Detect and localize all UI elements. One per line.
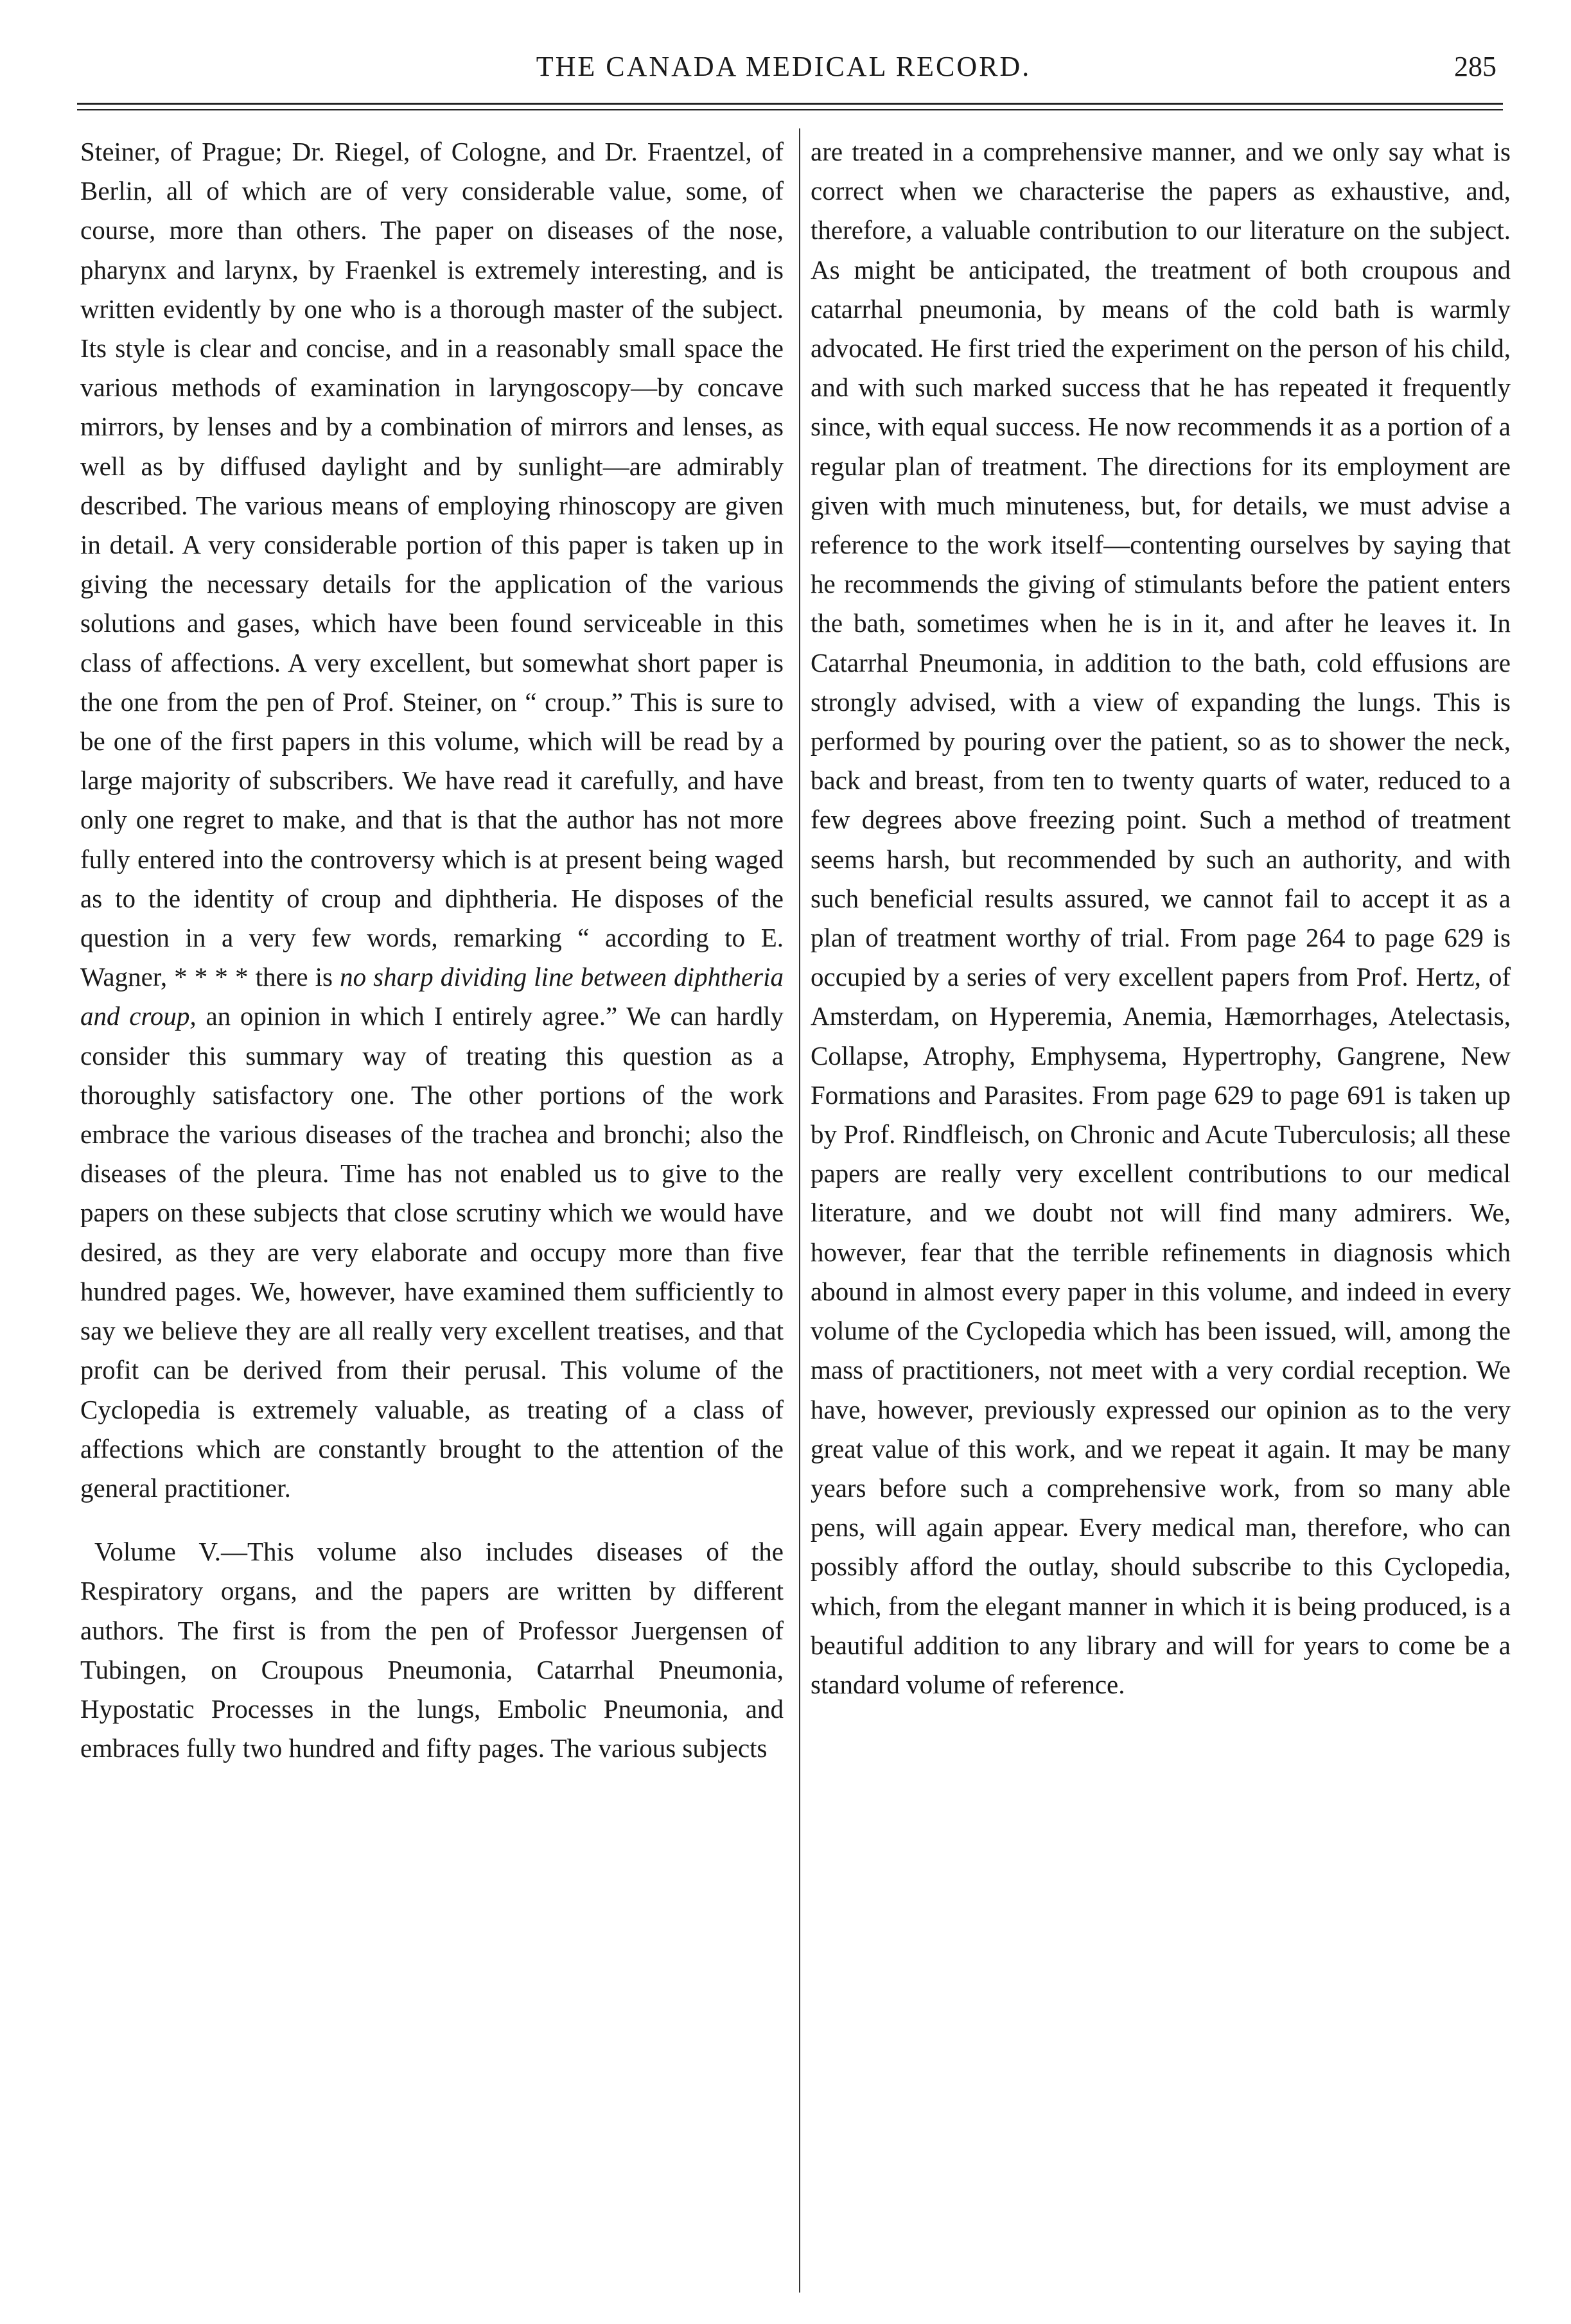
left-paragraph-2-text: —This volume also includes diseases of the Respiratory organs, and the papers are written by different authors. The first is from the pen of Professor Juergensen of Tubingen, on Croupous Pneumonia, Catarrhal Pneumonia, Hypostatic Processes in the lungs, Embolic Pneumonia, and embraces fully two hundred and fifty pages. The various subjects <box>80 1537 784 1763</box>
left-paragraph-1-text: Steiner, of Prague; Dr. Riegel, of Cologne, and Dr. Fraentzel, of Berlin, all of which are of very considerable value, some, of course, more than others. The paper on diseases of the nose, pharynx and larynx, by Fraenkel is extremely interesting, and is written evidently by one who is a thorough master of the subject. Its style is clear and concise, and in a reasonably small space the various methods of examination in laryngoscopy—by concave mirrors, by lenses and by a combination of mirrors and lenses, as well as by diffused daylight and by sunlight—are admirably described. The various means of employing rhinoscopy are given in detail. A very considerable portion of this paper is taken up in giving the necessary details for the application of the various solutions and gases, which have been found serviceable in this class of affections. A very excellent, but somewhat short paper is the one from the pen of Prof. Steiner, on “ croup.” This is sure to be one of the first papers in this volume, which will be read by a large majority of subscribers. We have read it carefully, and have only one regret to make, and that is that the author has not more fully entered into the controversy which is at present being waged as to the identity of croup and diphtheria. He disposes of the question in a very few words, remarking “ according to E. Wagner, * * * * there is <box>80 137 784 992</box>
right-column <box>811 132 1511 1704</box>
header-rule-bottom <box>77 109 1503 110</box>
left-paragraph-1-end: an opinion in which I entirely agree.” We can hardly consider this summary way of treating this question as a thoroughly satisfactory one. The other portions of the work embrace the various diseases of the trachea and bronchi; also the diseases of the pleura. Time has not enabled us to give to the papers on these subjects that close scrutiny which we would have desired, as they are very elaborate and occupy more than five hundred pages. We, however, have examined them sufficiently to say we believe they are all really very excellent treatises, and that profit can be derived from their perusal. This volume of the Cyclopedia is extremely valuable, as treating of a class of affections which are constantly brought to the attention of the general practitioner. <box>80 1001 784 1503</box>
running-title: THE CANADA MEDICAL RECORD. <box>536 51 1031 82</box>
column-divider <box>799 128 800 2293</box>
volume-heading: Volume V. <box>94 1537 221 1567</box>
left-paragraph-2 <box>80 1532 784 1768</box>
right-paragraph-1: are treated in a comprehensive manner, and we only say what is correct when we characterise the papers as exhaustive, and, therefore, a valuable contribution to our literature on the subject. As might be anticipated, the treatment of both croupous and catarrhal pneumonia, by means of the cold bath is warmly advocated. He first tried the experiment on the person of his child, and with such marked success that he has repeated it frequently since, with equal success. He now recommends it as a portion of a regular plan of treatment. The directions for its employment are given with much minuteness, but, for details, we must advise a reference to the work itself—contenting ourselves by saying that he recommends the giving of stimulants before the patient enters the bath, sometimes when he is in it, and after he leaves it. In Catarrhal Pneumonia, in addition to the bath, cold effusions are strongly advised, with a view of expanding the lungs. This is performed by pouring over the patient, so as to shower the neck, back and breast, from ten to twenty quarts of water, reduced to a few degrees above freezing point. Such a method of treatment seems harsh, but recommended by such an authority, and with such beneficial results assured, we cannot fail to accept it as a plan of treatment worthy of trial. From page 264 to page 629 is occupied by a series of very excellent papers from Prof. Hertz, of Amsterdam, on Hyperemia, Anemia, Hæmorrhages, Atelectasis, Collapse, Atrophy, Emphysema, Hypertrophy, Gangrene, New Formations and Parasites. From page 629 to page 691 is taken up by Prof. Rindfleisch, on Chronic and Acute Tuberculosis; all these papers are really very excellent contributions to our medical literature, and we doubt not will find many admirers. We, however, fear that the terrible refinements in diagnosis which abound in almost every paper in this volume, and indeed in every volume of the Cyclopedia which has been issued, will, among the mass of practitioners, not meet with a very cordial reception. We have, however, previously expressed our opinion as to the very great value of this work, and we repeat it again. It may be many years before such a comprehensive work, from so many able pens, will again appear. Every medical man, therefore, who can possibly afford the outlay, should subscribe to this Cyclopedia, which, from the elegant manner in which it is being produced, is a beautiful addition to any library and will for years to come be a standard volume of reference. <box>811 137 1511 1699</box>
left-paragraph-1-italic-quote: no sharp dividing line between diphtheria and croup, <box>80 962 784 1031</box>
left-column <box>80 132 784 1768</box>
header-rule-top <box>77 103 1503 105</box>
page-number: 285 <box>1454 51 1496 82</box>
left-paragraph-1 <box>80 132 784 1508</box>
page-header <box>64 50 1503 95</box>
